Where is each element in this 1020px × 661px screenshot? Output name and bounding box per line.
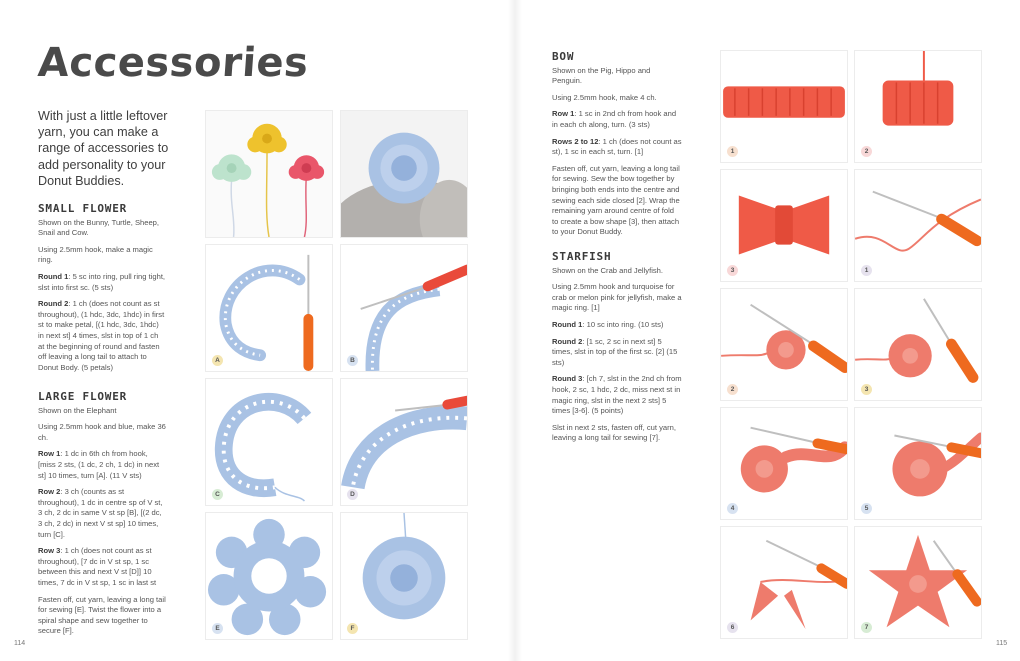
small-flowers-illustration (206, 111, 332, 237)
photo-starfish-step-4 (720, 407, 848, 520)
bow-rows2-12: Rows 2 to 12: 1 ch (does not count as st), 1 sc in each st, turn. [1] (552, 136, 682, 157)
large-flower-intro: Using 2.5mm hook and blue, make 36 ch. (38, 422, 166, 442)
photo-starfish-step-5 (854, 407, 982, 520)
photo-step-F (340, 512, 468, 640)
step-label: 2 (727, 384, 738, 395)
step-label: 1 (727, 146, 738, 157)
step-label: 7 (861, 622, 872, 633)
bow-row1: Row 1: 1 sc in 2nd ch from hook and in each ch along, turn. (3 sts) (552, 109, 677, 129)
photo-starfish-step-6 (720, 526, 848, 639)
photo-small-flowers (205, 110, 333, 238)
step-label: F (347, 623, 358, 634)
photo-large-flower-on-body (340, 110, 468, 238)
page-number-right: 115 (996, 640, 1008, 647)
step-label: A (212, 355, 223, 366)
photo-bow-step-1 (720, 50, 848, 163)
photo-bow-step-3 (720, 169, 848, 282)
large-flower-heading: LARGE FLOWER (38, 390, 128, 403)
step-label: 3 (727, 265, 738, 276)
book-gutter (508, 0, 522, 661)
starfish-intro: Using 2.5mm hook and turquoise for crab or melon pink for jellyfish, make a magic ring. [1] (552, 282, 682, 313)
starfish-round2: Round 2: [1 sc, 2 sc in next st] 5 times, slst in top of the first sc. [2] (15 sts) (552, 336, 678, 367)
large-flower-row2: Row 2: 3 ch (counts as st throughout), 1 dc in centre sp of V st, 3 ch, 2 dc in same V st sp [B], [(2 dc, 3 ch, 2 dc) in next V st sp] 10 times, turn [C]. (38, 487, 163, 539)
starfish-finish: Slst in next 2 sts, fasten off, cut yarn, leaving a long tail for sewing [7]. (552, 422, 676, 443)
starfish-heading: STARFISH (552, 250, 612, 263)
step-label: C (212, 489, 223, 500)
bow-finish: Fasten off, cut yarn, leaving a long tail for sewing. Sew the bow together by bringing both ends into the centre and sewing each side closed [2]. Wrap the remaining yarn around centre of fold to create a bow shape [3], then attach to your Donut Buddy. (552, 163, 680, 237)
bow-heading: BOW (552, 50, 575, 63)
intro-paragraph: With just a little leftover yarn, you can make a range of accessories to add personality to your Donut Buddies. (38, 109, 169, 188)
small-flower-round2: Round 2: 1 ch (does not count as st throughout), (1 hdc, 3dc, 1hdc) in first st to make petal, [(1 hdc, 3dc, 1hdc) in next st] 4 times, slst in top of 1 ch at the beginning of round and fasten off leaving a long tail to attach to Donut Body. (5 petals) (38, 299, 165, 372)
photo-step-B (340, 244, 468, 372)
step-label: E (212, 623, 223, 634)
bow-shown-on: Shown on the Pig, Hippo and Penguin. (552, 65, 651, 86)
starfish-shown-on: Shown on the Crab and Jellyfish. (552, 265, 664, 275)
large-flower-row3: Row 3: 1 ch (does not count as st throughout), [7 dc in V st sp, 1 sc between this and next V st [D]] 10 times, 7 dc in V st sp, 1 sc in last st (38, 546, 157, 587)
step-label: 6 (727, 622, 738, 633)
small-flower-shown-on: Shown on the Bunny, Turtle, Sheep, Snail and Cow. (38, 217, 160, 238)
large-flower-on-elephant-illustration (341, 111, 467, 237)
photo-step-D (340, 378, 468, 506)
large-flower-finish: Fasten off, cut yarn, leaving a long tail for sewing [E]. Twist the flower into a spiral shape and sew together to secure [F]. (38, 594, 166, 636)
large-flower-row1: Row 1: 1 dc in 6th ch from hook, [miss 2 sts, (1 dc, 2 ch, 1 dc) in next st] 10 times, turn [A]. (11 V sts) (38, 449, 160, 480)
photo-step-A (205, 244, 333, 372)
small-flower-heading: SMALL FLOWER (38, 202, 128, 215)
starfish-round3: Round 3: [ch 7, slst in the 2nd ch from hook, 2 sc, 1 hdc, 2 dc, miss next st in magic ring, slst in the next 2 sts] 5 times [3-6]. (5 points) (552, 374, 682, 416)
photo-starfish-step-3 (854, 288, 982, 401)
large-flower-shown-on: Shown on the Elephant (38, 405, 117, 415)
large-flower-section (38, 392, 166, 643)
page-title: Accessories (36, 40, 311, 86)
photo-starfish-step-1 (854, 169, 982, 282)
photo-starfish-step-7 (854, 526, 982, 639)
photo-bow-step-2 (854, 50, 982, 163)
bow-intro: Using 2.5mm hook, make 4 ch. (552, 92, 657, 102)
step-label: 2 (861, 146, 872, 157)
step-label: 5 (861, 503, 872, 514)
photo-starfish-step-2 (720, 288, 848, 401)
starfish-round1: Round 1: 10 sc into ring. (10 sts) (552, 319, 664, 329)
step-label: 3 (861, 384, 872, 395)
step-label: B (347, 355, 358, 366)
small-flower-intro: Using 2.5mm hook, make a magic ring. (38, 244, 153, 265)
step-label: D (347, 489, 358, 500)
small-flower-round1: Round 1: 5 sc into ring, pull ring tight, slst into first sc. (5 sts) (38, 271, 166, 292)
photo-step-E (205, 512, 333, 640)
bow-section (552, 52, 682, 244)
starfish-section (552, 252, 682, 450)
photo-step-C (205, 378, 333, 506)
step-label: 4 (727, 503, 738, 514)
step-label: 1 (861, 265, 872, 276)
small-flower-section (38, 204, 166, 379)
page-number-left: 114 (14, 640, 26, 647)
